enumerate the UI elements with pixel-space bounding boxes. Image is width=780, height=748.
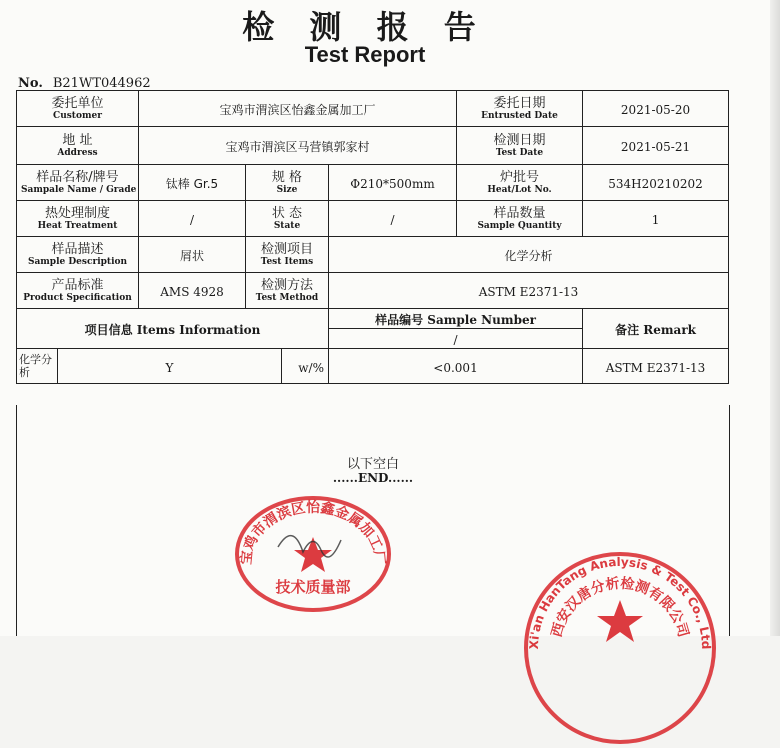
report-number <box>18 76 151 91</box>
test-date-label: 检测日期 Test Date <box>457 127 583 165</box>
heat-treatment-value: / <box>139 201 246 237</box>
product-spec-value: AMS 4928 <box>139 273 246 309</box>
entrusted-date-value: 2021-05-20 <box>583 91 729 127</box>
size-label: 规 格 Size <box>246 165 329 201</box>
result-value: <0.001 <box>329 349 583 384</box>
sample-description-value: 屑状 <box>139 237 246 273</box>
report-title-cn: 检 测 报 告 <box>242 8 488 46</box>
row-sample-description <box>17 237 729 273</box>
blank-text-cn: 以下空白 <box>346 457 399 472</box>
customer-seal <box>233 492 393 612</box>
test-method-value: ASTM E2371-13 <box>329 273 729 309</box>
heat-treatment-label: 热处理制度 Heat Treatment <box>17 201 139 237</box>
customer-value: 宝鸡市渭滨区怡鑫金属加工厂 <box>139 91 457 127</box>
result-row <box>17 349 729 384</box>
result-element: Y <box>58 349 282 383</box>
report-number-label: No. <box>18 76 43 91</box>
end-marker: ......END...... <box>332 471 414 485</box>
row-product-spec <box>17 273 729 309</box>
sample-name-label: 样品名称/牌号 Sampale Name / Grade <box>17 165 139 201</box>
state-label: 状 态 State <box>246 201 329 237</box>
entrusted-date-label: 委托日期 Entrusted Date <box>457 91 583 127</box>
row-sample-name <box>17 165 729 201</box>
lab-seal-org-en: Xi'an HanTang Analysis & Test Co., Ltd <box>526 554 714 650</box>
row-address <box>17 127 729 165</box>
sample-quantity-value: 1 <box>583 201 729 237</box>
row-heat-treatment <box>17 201 729 237</box>
customer-seal-org: 宝鸡市渭滨区怡鑫金属加工厂 <box>238 500 388 566</box>
items-information-header: 项目信息 Items Information <box>17 309 329 349</box>
report-info-table <box>16 90 729 384</box>
sample-number-header: 样品编号 Sample Number <box>329 309 583 329</box>
report-number-value: B21WT044962 <box>52 76 151 91</box>
sample-description-label: 样品描述 Sample Description <box>17 237 139 273</box>
page-edge-shadow <box>770 0 780 636</box>
test-date-value: 2021-05-21 <box>583 127 729 165</box>
result-remark: ASTM E2371-13 <box>583 349 729 384</box>
test-items-label: 检测项目 Test Items <box>246 237 329 273</box>
row-customer <box>17 91 729 127</box>
customer-label: 委托单位 Customer <box>17 91 139 127</box>
result-unit: w/% <box>298 360 324 375</box>
report-title-en: Test Report <box>304 42 426 67</box>
test-items-value: 化学分析 <box>329 237 729 273</box>
row-results-header <box>17 309 729 329</box>
sample-number-value: / <box>329 329 583 349</box>
lab-seal <box>520 548 720 650</box>
sample-quantity-label: 样品数量 Sample Quantity <box>457 201 583 237</box>
state-value: / <box>329 201 457 237</box>
address-label: 地 址 Address <box>17 127 139 165</box>
product-spec-label: 产品标准 Product Specification <box>17 273 139 309</box>
address-value: 宝鸡市渭滨区马营镇郭家村 <box>139 127 457 165</box>
size-value: Φ210*500mm <box>329 165 457 201</box>
sample-name-value: 钛棒 Gr.5 <box>139 165 246 201</box>
result-item-cell <box>17 349 329 384</box>
customer-seal-dept: 技术质量部 <box>275 578 351 596</box>
result-group-label: 化学分析 <box>17 349 58 383</box>
heat-lot-value: 534H20210202 <box>583 165 729 201</box>
lab-seal-org-cn: 西安汉唐分析检测有限公司 <box>548 575 692 640</box>
test-method-label: 检测方法 Test Method <box>246 273 329 309</box>
remark-header: 备注 Remark <box>583 309 729 349</box>
heat-lot-label: 炉批号 Heat/Lot No. <box>457 165 583 201</box>
